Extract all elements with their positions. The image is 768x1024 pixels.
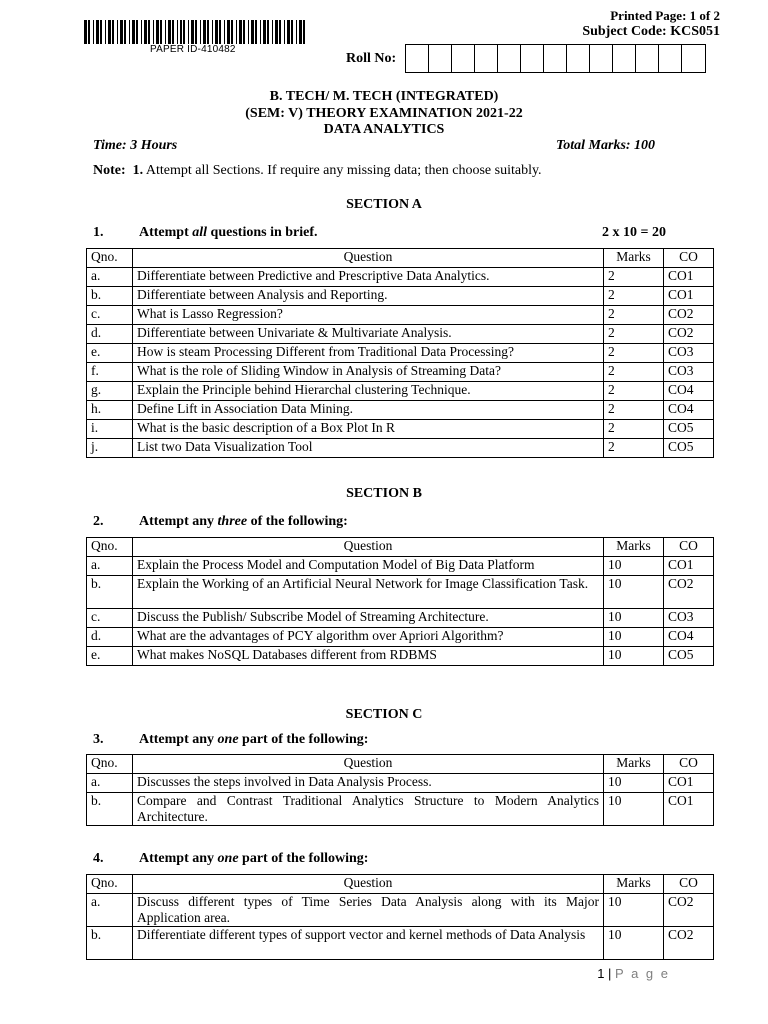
qno-cell: b.	[87, 927, 133, 960]
question-cell: List two Data Visualization Tool	[133, 439, 604, 458]
question-3-number: 3.	[93, 732, 104, 747]
qno-header: Qno.	[87, 875, 133, 894]
question-cell: Differentiate between Analysis and Reporting.	[133, 287, 604, 306]
roll-no-box[interactable]	[544, 45, 567, 72]
qno-cell: d.	[87, 628, 133, 647]
table-row	[87, 287, 714, 306]
qno-cell: i.	[87, 420, 133, 439]
question-4-number: 4.	[93, 851, 104, 866]
question-cell: Discuss different types of Time Series Data Analysis along with its Major Application area.	[133, 894, 604, 927]
roll-no-box[interactable]	[659, 45, 682, 72]
co-cell: CO1	[664, 774, 714, 793]
question-4-table	[86, 874, 714, 960]
exam-time: Time: 3 Hours	[93, 138, 178, 153]
co-header: CO	[664, 755, 714, 774]
qno-cell: c.	[87, 609, 133, 628]
marks-cell: 2	[604, 287, 664, 306]
marks-cell: 10	[604, 894, 664, 927]
question-1-marks: 2 x 10 = 20	[602, 225, 666, 240]
note	[93, 163, 542, 179]
marks-cell: 2	[604, 344, 664, 363]
marks-cell: 10	[604, 557, 664, 576]
roll-no-box[interactable]	[590, 45, 613, 72]
qno-header: Qno.	[87, 755, 133, 774]
marks-cell: 10	[604, 576, 664, 609]
question-header: Question	[133, 249, 604, 268]
section-a-title: SECTION A	[346, 197, 422, 212]
question-header: Question	[133, 755, 604, 774]
roll-no-boxes[interactable]	[405, 44, 706, 73]
marks-cell: 2	[604, 401, 664, 420]
co-cell: CO3	[664, 363, 714, 382]
question-cell: What is the role of Sliding Window in Analysis of Streaming Data?	[133, 363, 604, 382]
exam-subject: DATA ANALYTICS	[323, 122, 445, 137]
co-cell: CO2	[664, 306, 714, 325]
question-cell: Differentiate between Univariate & Multivariate Analysis.	[133, 325, 604, 344]
table-row	[87, 325, 714, 344]
qno-cell: b.	[87, 287, 133, 306]
page-footer	[597, 966, 670, 981]
table-header-row	[87, 538, 714, 557]
table-row	[87, 363, 714, 382]
co-header: CO	[664, 538, 714, 557]
note-number: 1.	[132, 163, 144, 178]
co-cell: CO3	[664, 344, 714, 363]
question-cell: Explain the Working of an Artificial Neural Network for Image Classification Task.	[133, 576, 604, 609]
qno-cell: b.	[87, 793, 133, 826]
qno-cell: h.	[87, 401, 133, 420]
table-row	[87, 306, 714, 325]
paper-id: PAPER ID-410482	[150, 44, 236, 55]
co-cell: CO4	[664, 628, 714, 647]
question-cell: How is steam Processing Different from Traditional Data Processing?	[133, 344, 604, 363]
qno-cell: a.	[87, 774, 133, 793]
co-cell: CO4	[664, 382, 714, 401]
roll-no-box[interactable]	[567, 45, 590, 72]
co-cell: CO1	[664, 268, 714, 287]
note-text: Attempt all Sections. If require any missing data; then choose suitably.	[145, 163, 542, 178]
table-row	[87, 439, 714, 458]
roll-no-box[interactable]	[682, 45, 705, 72]
question-cell: What are the advantages of PCY algorithm over Apriori Algorithm?	[133, 628, 604, 647]
co-cell: CO2	[664, 927, 714, 960]
marks-cell: 2	[604, 439, 664, 458]
table-row	[87, 268, 714, 287]
table-header-row	[87, 755, 714, 774]
roll-no-box[interactable]	[452, 45, 475, 72]
table-row	[87, 382, 714, 401]
subject-code: Subject Code: KCS051	[582, 24, 720, 39]
co-cell: CO5	[664, 647, 714, 666]
roll-no-box[interactable]	[429, 45, 452, 72]
marks-cell: 2	[604, 420, 664, 439]
table-header-row	[87, 249, 714, 268]
marks-cell: 2	[604, 363, 664, 382]
co-cell: CO2	[664, 576, 714, 609]
question-cell: Differentiate between Predictive and Prescriptive Data Analytics.	[133, 268, 604, 287]
co-cell: CO4	[664, 401, 714, 420]
table-row	[87, 576, 714, 609]
marks-cell: 10	[604, 774, 664, 793]
roll-no-label: Roll No:	[346, 51, 397, 66]
marks-cell: 2	[604, 268, 664, 287]
qno-cell: d.	[87, 325, 133, 344]
table-row	[87, 401, 714, 420]
question-3-table	[86, 754, 714, 826]
exam-session: (SEM: V) THEORY EXAMINATION 2021-22	[245, 106, 523, 121]
qno-cell: a.	[87, 894, 133, 927]
qno-header: Qno.	[87, 538, 133, 557]
marks-cell: 10	[604, 647, 664, 666]
question-2-instruction: Attempt any three of the following:	[139, 514, 348, 529]
table-row	[87, 420, 714, 439]
qno-cell: a.	[87, 268, 133, 287]
roll-no-box[interactable]	[498, 45, 521, 72]
table-row	[87, 647, 714, 666]
table-row	[87, 344, 714, 363]
table-row	[87, 774, 714, 793]
co-cell: CO2	[664, 325, 714, 344]
section-c-title: SECTION C	[345, 707, 423, 722]
roll-no-box[interactable]	[521, 45, 544, 72]
marks-cell: 10	[604, 793, 664, 826]
qno-cell: j.	[87, 439, 133, 458]
barcode	[84, 20, 308, 44]
exam-program: B. TECH/ M. TECH (INTEGRATED)	[269, 89, 499, 104]
co-cell: CO1	[664, 793, 714, 826]
marks-cell: 10	[604, 927, 664, 960]
marks-header: Marks	[604, 755, 664, 774]
table-header-row	[87, 875, 714, 894]
table-row	[87, 793, 714, 826]
qno-cell: b.	[87, 576, 133, 609]
question-header: Question	[133, 875, 604, 894]
table-row	[87, 609, 714, 628]
table-row	[87, 894, 714, 927]
question-header: Question	[133, 538, 604, 557]
question-2-number: 2.	[93, 514, 104, 529]
marks-header: Marks	[604, 875, 664, 894]
question-cell: Discusses the steps involved in Data Analysis Process.	[133, 774, 604, 793]
question-cell: Differentiate different types of support vector and kernel methods of Data Analysis	[133, 927, 604, 960]
table-row	[87, 628, 714, 647]
question-cell: What is the basic description of a Box Plot In R	[133, 420, 604, 439]
page-word: P a g e	[615, 966, 670, 981]
co-cell: CO1	[664, 287, 714, 306]
section-b-title: SECTION B	[346, 486, 422, 501]
question-cell: Define Lift in Association Data Mining.	[133, 401, 604, 420]
section-a-table	[86, 248, 714, 458]
co-cell: CO1	[664, 557, 714, 576]
co-header: CO	[664, 249, 714, 268]
total-marks: Total Marks: 100	[556, 138, 656, 153]
question-4-instruction: Attempt any one part of the following:	[139, 851, 369, 866]
page-number: 1	[597, 966, 605, 981]
question-cell: Discuss the Publish/ Subscribe Model of Streaming Architecture.	[133, 609, 604, 628]
marks-header: Marks	[604, 538, 664, 557]
marks-cell: 2	[604, 306, 664, 325]
qno-header: Qno.	[87, 249, 133, 268]
marks-header: Marks	[604, 249, 664, 268]
roll-no-box[interactable]	[406, 45, 429, 72]
page-separator: |	[604, 966, 616, 981]
table-row	[87, 927, 714, 960]
marks-cell: 10	[604, 628, 664, 647]
question-cell: Explain the Process Model and Computation Model of Big Data Platform	[133, 557, 604, 576]
co-cell: CO2	[664, 894, 714, 927]
question-cell: What is Lasso Regression?	[133, 306, 604, 325]
question-1-number: 1.	[93, 225, 104, 240]
roll-no-box[interactable]	[475, 45, 498, 72]
qno-cell: e.	[87, 344, 133, 363]
roll-no-box[interactable]	[636, 45, 659, 72]
qno-cell: f.	[87, 363, 133, 382]
co-cell: CO3	[664, 609, 714, 628]
qno-cell: e.	[87, 647, 133, 666]
co-header: CO	[664, 875, 714, 894]
note-label: Note:	[93, 163, 126, 178]
roll-no-box[interactable]	[613, 45, 636, 72]
table-row	[87, 557, 714, 576]
question-cell: What makes NoSQL Databases different from RDBMS	[133, 647, 604, 666]
question-cell: Compare and Contrast Traditional Analytics Structure to Modern Analytics Architecture.	[133, 793, 604, 826]
marks-cell: 10	[604, 609, 664, 628]
marks-cell: 2	[604, 325, 664, 344]
question-3-instruction: Attempt any one part of the following:	[139, 732, 369, 747]
marks-cell: 2	[604, 382, 664, 401]
printed-page: Printed Page: 1 of 2	[610, 8, 720, 23]
qno-cell: c.	[87, 306, 133, 325]
qno-cell: a.	[87, 557, 133, 576]
co-cell: CO5	[664, 439, 714, 458]
qno-cell: g.	[87, 382, 133, 401]
co-cell: CO5	[664, 420, 714, 439]
question-cell: Explain the Principle behind Hierarchal clustering Technique.	[133, 382, 604, 401]
question-1-instruction: Attempt all questions in brief.	[139, 225, 318, 240]
section-b-table	[86, 537, 714, 666]
